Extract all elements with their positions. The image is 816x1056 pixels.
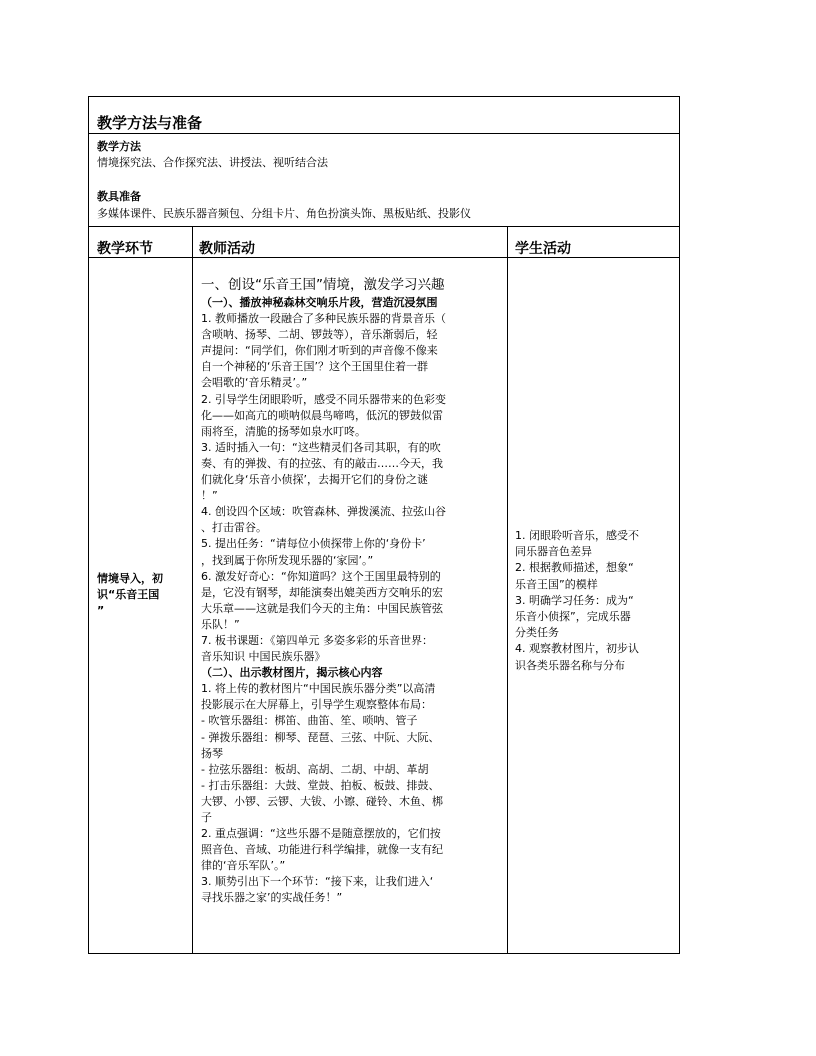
teacher-activity-line: 含唢呐、扬琴、二胡、锣鼓等），音乐渐弱后，轻 [201,328,438,342]
column-divider [192,226,193,953]
teacher-activity-line: 声提问：“同学们，你们刚才听到的声音像不像来 [201,344,438,358]
column-header-phase: 教学环节 [97,241,153,257]
student-activity-line: 1. 闭眼聆听音乐，感受不 [515,529,639,542]
tools-heading: 教具准备 [97,190,141,203]
teacher-activity-line: ，找到属于你所发现乐器的‘家园’。” [201,553,374,567]
methods-text: 情境探究法、合作探究法、讲授法、视听结合法 [97,156,328,169]
student-activity-line: 4. 观察教材图片，初步认 [515,642,639,656]
teacher-activity-line: 大锣、小锣、云锣、大钹、小镲、碰铃、木鱼、梆 [201,794,443,808]
lesson-plan-table [88,96,680,954]
section-title: 教学方法与准备 [97,114,203,132]
teacher-activity-line: 扬琴 [201,746,223,760]
teacher-activity-body [201,295,446,907]
column-header-student: 学生活动 [515,241,571,257]
teacher-activity-line: - 拉弦乐器组：板胡、高胡、二胡、中胡、革胡 [201,762,429,776]
teacher-activity-line: 2. 重点强调：“这些乐器不是随意摆放的，它们按 [201,827,441,841]
teacher-activity-line: 2. 引导学生闭眼聆听，感受不同乐器带来的色彩变 [201,392,446,406]
column-divider [507,226,508,953]
phase-cell [97,571,163,619]
teacher-activity-line: 大乐章——这就是我们今天的主角：中国民族管弦 [201,601,443,615]
teacher-activity-line: 乐队！” [201,617,240,631]
teacher-activity-line: 3. 适时插入一句：“这些精灵们各司其职，有的吹 [201,440,441,454]
teacher-activity-line: 3. 顺势引出下一个环节：“接下来，让我们进入‘ [201,875,434,889]
teacher-activity-line: 子 [201,811,212,824]
teacher-activity-line: 律的‘音乐军队’。” [201,859,286,873]
student-activity-line: 分类任务 [515,626,559,640]
column-header-teacher: 教师活动 [199,241,255,257]
teacher-activity-line: 1. 将上传的教材图片“中国民族乐器分类”以高清 [201,682,436,696]
teacher-activity-line: （一）、播放神秘森林交响乐片段，营造沉浸氛围 [201,296,438,309]
student-activity-line: 乐音王国”的模样 [515,577,598,591]
teacher-activity-line: - 弹拨乐器组：柳琴、琵琶、三弦、中阮、大阮、 [201,730,440,744]
student-activity-body [515,528,639,674]
divider [89,133,679,134]
teacher-activity-title: 一、创设“乐音王国”情境，激发学习兴趣 [201,277,445,293]
divider [89,226,679,227]
teacher-activity-line: 化——如高亢的唢呐似晨鸟啼鸣，低沉的锣鼓似雷 [201,408,443,422]
teacher-activity-line: 1. 教师播放一段融合了多种民族乐器的背景音乐（ [201,312,446,326]
teacher-activity-line: 照音色、音域、功能进行科学编排，就像一支有纪 [201,843,443,857]
teacher-activity-line: 是，它没有钢琴，却能演奏出媲美西方交响乐的宏 [201,585,443,599]
methods-heading: 教学方法 [97,140,141,153]
teacher-activity-line: 5. 提出任务：“请每位小侦探带上你的‘身份卡’ [201,537,426,551]
teacher-activity-line: 雨将至，清脆的扬琴如泉水叮咚。 [201,424,366,438]
teacher-activity-line: 7. 板书课题：《第四单元 多姿多彩的乐音世界： [201,633,433,647]
teacher-activity-line: 、打击雷谷。 [201,521,267,535]
student-activity-line: 乐音小侦探”，完成乐器 [515,609,631,623]
student-activity-line: 2. 根据教师描述，想象“ [515,561,634,575]
student-activity-line: 3. 明确学习任务：成为“ [515,593,634,607]
teacher-activity-line: 奏、有的弹拨、有的拉弦、有的敲击……今天，我 [201,456,443,470]
teacher-activity-line: - 打击乐器组：大鼓、堂鼓、拍板、板鼓、排鼓、 [201,778,440,792]
teacher-activity-line: - 吹管乐器组：梆笛、曲笛、笙、唢呐、管子 [201,714,418,728]
student-activity-line: 识各类乐器名称与分布 [515,658,625,672]
divider [89,257,679,258]
teacher-activity-line: （二）、出示教材图片，揭示核心内容 [201,666,383,680]
teacher-activity-line: 4. 创设四个区域：吹管森林、弹拨溪流、拉弦山谷 [201,505,446,519]
teacher-activity-line: 投影展示在大屏幕上，引导学生观察整体布局： [201,698,432,712]
phase-line: 情境导入，初 [97,572,163,585]
phase-line: 识“乐音王国 [97,588,160,601]
tools-text: 多媒体课件、民族乐器音频包、分组卡片、角色扮演头饰、黑板贴纸、投影仪 [97,207,471,220]
teacher-activity-line: 寻找乐器之家’的实战任务！” [201,891,343,905]
teacher-activity-line: 会唱歌的‘音乐精灵’。” [201,376,308,390]
phase-line: ” [97,604,105,617]
teacher-activity-line: 们就化身‘乐音小侦探’，去揭开它们的身份之谜 [201,473,428,487]
teacher-activity-line: 6. 激发好奇心：“你知道吗？这个王国里最特别的 [201,569,441,583]
student-activity-line: 同乐器音色差异 [515,545,592,559]
teacher-activity-line: ！” [201,489,218,503]
teacher-activity-line: 自一个神秘的‘乐音王国’？这个王国里住着一群 [201,360,428,374]
teacher-activity-line: 音乐知识 中国民族乐器》 [201,650,326,664]
